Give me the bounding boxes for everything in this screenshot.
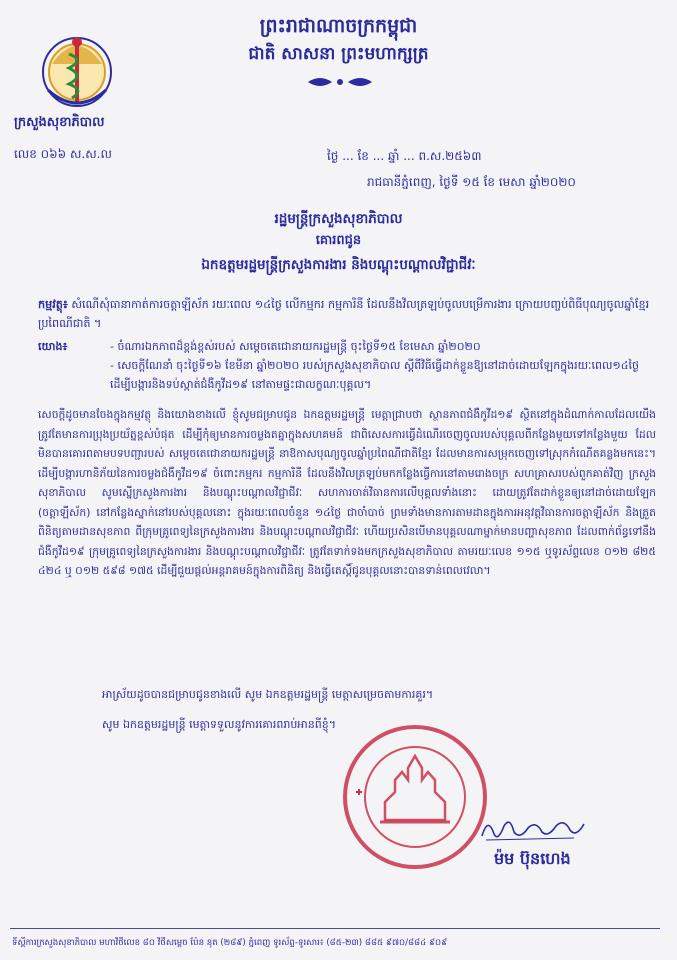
handwritten-signature xyxy=(478,812,588,846)
lunar-date: ថ្ងៃ ... ខែ ... ឆ្នាំ ... ព.ស.២៥៦៣ xyxy=(327,149,482,163)
sender-title: រដ្ឋមន្ត្រីក្រសួងសុខាភិបាល xyxy=(274,211,403,227)
official-seal-icon xyxy=(340,722,490,872)
recipient-title: ឯកឧត្តមរដ្ឋមន្ត្រីក្រសួងការងារ និងបណ្ដុះបណ្ដាលវិជ្ជាជីវៈ xyxy=(201,257,476,273)
subject-text: សំណើសុំធានាកាត់ការចត្តាឡីស័ក រយៈពេល ១៤ថ្ងៃ លើកម្មករ កម្មការិនី ដែលនឹងវិលត្រឡប់ចូលបម្រើការងារ ក្រោយបញ្ចប់ពិធីបុណ្យចូលឆ្នាំខ្មែរប្រពៃណីជាតិ ។ xyxy=(38,298,650,330)
solar-date: រាជធានីភ្នំពេញ, ថ្ងៃទី ១៥ ខែ មេសា ឆ្នាំ២០២០ xyxy=(367,175,576,189)
closing-request: អាស្រ័យដូចបានជម្រាបជូនខាងលើ សូម ឯកឧត្តមរដ្ឋមន្ត្រី មេត្តាសម្រេចតាមការគួរ។ xyxy=(102,688,434,701)
to-label: គោរពជូន xyxy=(315,233,362,248)
footer-address: ទីស្តីការក្រសួងសុខាភិបាល មហាវិថីលេខ ៨០ វិថីសម្ដេច ប៉ែន នុត (២៨៩) ភ្នំពេញ ទូរស័ព្ទ-ទូរសារ៖ (៨៥-២៣) ៨៨៥ ៩៧០/៨៨៤ ៩០៩ xyxy=(12,938,448,948)
body-paragraph: សេចក្ដីដូចមានចែងក្នុងកម្មវត្ថុ និងយោងខាងលើ ខ្ញុំសូមជម្រាបជូន ឯកឧត្តមរដ្ឋមន្ត្រី មេត្តាជ្រាបថា ស្ថានភាពជំងឺកូវីដ១៩ ស្ថិតនៅក្នុងដំណាក់កាលដែលយើងត្រូវតែមានការប្រុងប្រយ័ត្នខ្ពស់បំផុត ដើម្បីកុំឲ្យមានការចម្លងតគ្នាក្នុងសហគមន៍ ជាពិសេសការធ្វើដំណើរចេញចូលរបស់បុគ្គលពីកន្លែងមួយទៅកន្លែងមួយ ដែលមិនបានគោរពតាមបទបញ្ជារបស់ សម្ដេចតេជោនាយករដ្ឋមន្ត្រី នាឱកាសបុណ្យចូលឆ្នាំប្រពៃណីជាតិខ្មែរ ដែលមានការសម្រុកចេញទៅស្រុកកំណើតគន្លងមកនេះ។ ដើម្បីបង្ការហានិភ័យនៃការចម្លងជំងឺកូវីដ១៩ ចំពោះកម្មករ កម្មការិនី ដែលនឹងវិលត្រឡប់មកកន្លែងធ្វើការនៅតាមរោងចក្រ សហគ្រាសរបស់ពួកគាត់វិញ ក្រសួងសុខាភិបាល សូមស្នើក្រសួងការងារ និងបណ្ដុះបណ្ដាលវិជ្ជាជីវៈ សហការចាត់វិធានការលើបុគ្គលទាំងនោះ ដោយត្រូវតែដាក់ខ្លួនឲ្យនៅដាច់ដោយឡែក (ចត្តាឡីស័ក) នៅកន្លែងស្នាក់នៅរបស់បុគ្គលនោះ ក្នុងរយៈពេលចំនួន ១៤ថ្ងៃ ជាចាំបាច់ ព្រមទាំងមានការតាមដានក្នុងការអនុវត្តវិធានការចត្តាឡីស័ក និងត្រួតពិនិត្យតាមដានសុខភាព ពីក្រុមគ្រូពេទ្យនៃក្រសួងការងារ និងបណ្ដុះបណ្ដាលវិជ្ជាជីវៈ ហើយប្រសិនបើមានបុគ្គលណាម្នាក់មានបញ្ហាសុខភាព ដែលពាក់ព័ន្ធទៅនឹងជំងឺកូវីដ១៩ ក្រុមគ្រូពេទ្យនៃក្រសួងការងារ និងបណ្ដុះបណ្ដាលវិជ្ជាជីវៈ ត្រូវតែទាក់ទងមកក្រសួងសុខាភិបាល តាមរយៈលេខ ១១៥ ឬទូរស័ព្ទលេខ ០១២ ៨២៥ ៤២៤ ឬ ០១២ ៥៩៨ ១៧៥ ដើម្បីជួយផ្ដល់អន្តរាគមន៍ក្នុងការពិនិត្យ និងធ្វើតេស្តិ៍ជូនបុគ្គលនោះបានទាន់ពេលវេលា។ xyxy=(38,408,656,577)
references-block xyxy=(38,337,653,394)
reference-item-2: - សេចក្ដីណែនាំ ចុះថ្ងៃទី១៦ ខែមីនា ឆ្នាំ២០២០ របស់ក្រសួងសុខាភិបាល ស្ដីពីវិធីធ្វើដាក់ខ្លួនឱ្យនៅដាច់ដោយឡែកក្នុងរយៈពេល១៤ថ្ងៃ ដើម្បីបង្ការនិងទប់ស្កាត់ជំងឺកូវីដ១៩ នៅតាមផ្ទះជាលក្ខណៈបុគ្គល។ xyxy=(110,359,639,391)
references-label: យោង៖ xyxy=(38,340,68,353)
footer-divider xyxy=(10,928,660,929)
national-motto: ជាតិ សាសនា ព្រះមហាក្សត្រ xyxy=(248,44,429,64)
kingdom-title: ព្រះរាជាណាចក្រកម្ពុជា xyxy=(259,15,418,37)
closing-respect: សូម ឯកឧត្តមរដ្ឋមន្ត្រី មេត្តាទទួលនូវការគោរពរាប់អានពីខ្ញុំ។ xyxy=(102,718,336,731)
reference-number: លេខ ០៦៦ ស.ស.ល xyxy=(14,147,112,161)
signer-name: ម៉ម ប៊ុនហេង xyxy=(494,849,571,868)
decorative-ornament-icon xyxy=(300,74,380,90)
ministry-name: ក្រសួងសុខាភិបាល xyxy=(14,115,105,130)
subject-line xyxy=(38,295,653,333)
reference-item-1: - ចំណារឯកភាពដ៏ខ្ពង់ខ្ពស់របស់ សម្ដេចតេជោនាយករដ្ឋមន្ត្រី ចុះថ្ងៃទី១៥ ខែមេសា ឆ្នាំ២០២០ xyxy=(110,340,481,353)
subject-label: កម្មវត្ថុ៖ xyxy=(38,298,68,311)
